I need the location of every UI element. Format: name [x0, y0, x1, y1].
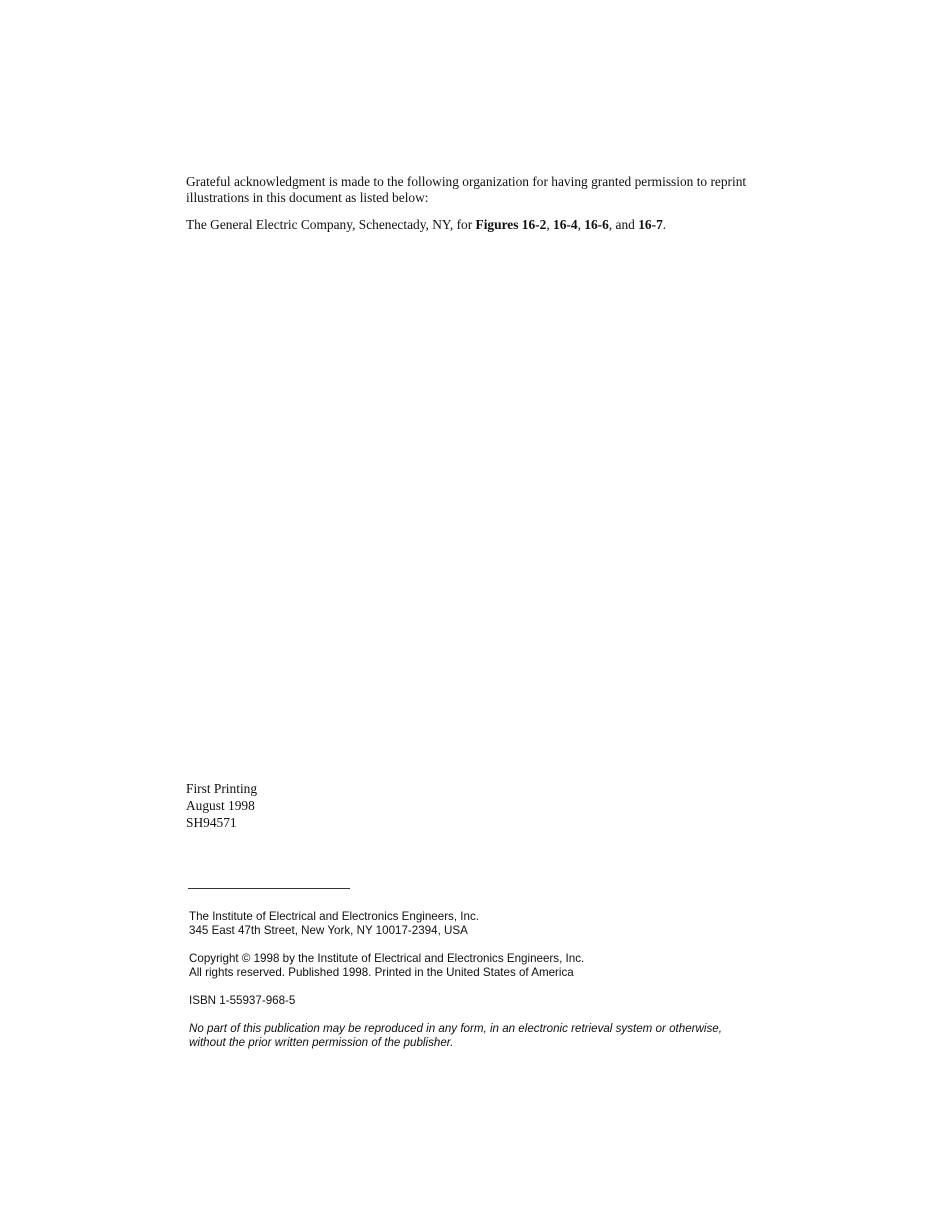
copyright-line-1: Copyright © 1998 by the Institute of Electrical and Electronics Engineers, Inc.: [189, 952, 585, 965]
credit-prefix: The General Electric Company, Schenectady, NY, for: [186, 217, 476, 232]
printing-date: August 1998: [186, 798, 255, 813]
publisher-name: The Institute of Electrical and Electronics Engineers, Inc.: [189, 910, 479, 923]
figure-credit: [186, 217, 666, 233]
acknowledgment-line-2: illustrations in this document as listed below:: [186, 190, 429, 205]
acknowledgment-line-1: Grateful acknowledgment is made to the following organization for having granted permission to reprint: [186, 174, 747, 189]
figure-ref-16-6: 16-6: [584, 217, 609, 232]
figure-ref-16-4: 16-4: [553, 217, 578, 232]
printing-edition: First Printing: [186, 781, 258, 796]
divider-rule: [188, 888, 350, 889]
printing-code: SH94571: [186, 815, 237, 830]
separator: ,: [546, 217, 554, 232]
figure-ref-16-7: 16-7: [638, 217, 663, 232]
copyright-line-2: All rights reserved. Published 1998. Printed in the United States of America: [189, 966, 574, 979]
credit-suffix: .: [662, 217, 667, 232]
printing-info: [186, 780, 257, 831]
separator: , and: [608, 217, 639, 232]
isbn: ISBN 1-55937-968-5: [189, 994, 296, 1007]
copyright-block: [189, 952, 584, 980]
publisher-block: [189, 910, 479, 938]
reproduction-notice: [189, 1022, 722, 1050]
acknowledgment-paragraph: [186, 174, 786, 206]
figure-ref-16-2: Figures 16-2: [475, 217, 547, 232]
publisher-address: 345 East 47th Street, New York, NY 10017-2394, USA: [189, 924, 468, 937]
notice-line-1: No part of this publication may be reproduced in any form, in an electronic retrieval system or otherwise,: [189, 1022, 722, 1035]
separator: ,: [577, 217, 585, 232]
notice-line-2: without the prior written permission of the publisher.: [189, 1036, 454, 1049]
